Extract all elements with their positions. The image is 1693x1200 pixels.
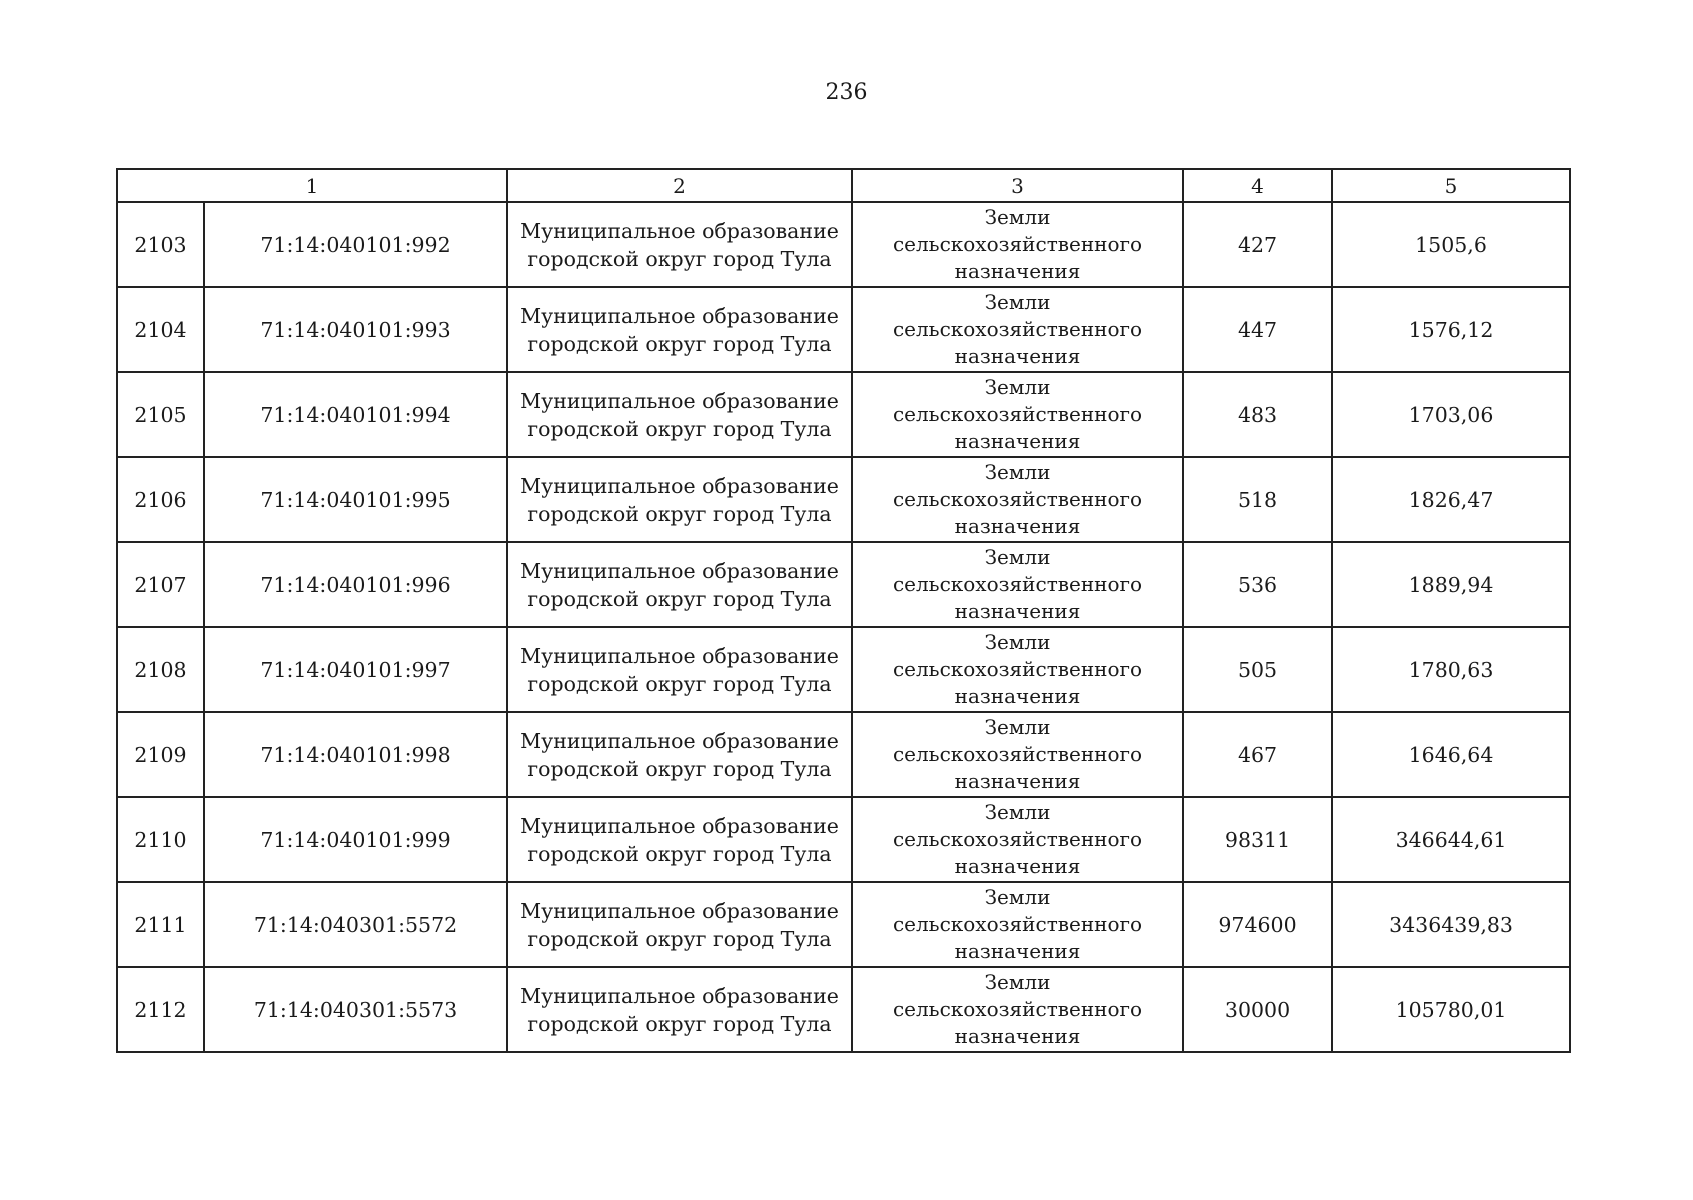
table-row [117, 372, 1570, 457]
area-value: 483 [1183, 372, 1332, 457]
land-category-cell [852, 287, 1183, 372]
owner-line-2: городской округ город Тула [527, 331, 832, 356]
land-plots-table [116, 168, 1571, 1053]
owner-line-1: Муниципальное образование [520, 813, 839, 838]
category-line-2: сельскохозяйственного [892, 572, 1143, 596]
category-line-1: Земли [984, 375, 1051, 399]
owner-line-2: городской округ город Тула [527, 756, 832, 781]
owner-line-2: городской округ город Тула [527, 841, 832, 866]
row-number: 2103 [117, 202, 204, 287]
area-value: 427 [1183, 202, 1332, 287]
land-category-cell [852, 542, 1183, 627]
category-line-2: сельскохозяйственного [892, 742, 1143, 766]
category-line-1: Земли [984, 885, 1051, 909]
category-line-1: Земли [984, 290, 1051, 314]
owner-cell [507, 627, 852, 712]
page-number: 236 [825, 80, 868, 105]
land-category-cell [852, 372, 1183, 457]
row-number: 2106 [117, 457, 204, 542]
cadastral-number: 71:14:040101:995 [204, 457, 507, 542]
column-header-3: 3 [852, 169, 1183, 202]
category-line-2: сельскохозяйственного [892, 997, 1143, 1021]
row-number: 2112 [117, 967, 204, 1052]
row-number: 2109 [117, 712, 204, 797]
category-line-2: сельскохозяйственного [892, 827, 1143, 851]
cadastral-number: 71:14:040101:994 [204, 372, 507, 457]
land-category-cell [852, 202, 1183, 287]
owner-line-2: городской округ город Тула [527, 501, 832, 526]
category-line-3: назначения [954, 769, 1081, 793]
category-line-1: Земли [984, 715, 1051, 739]
area-value: 974600 [1183, 882, 1332, 967]
owner-cell [507, 542, 852, 627]
category-line-3: назначения [954, 599, 1081, 623]
row-number: 2111 [117, 882, 204, 967]
area-value: 30000 [1183, 967, 1332, 1052]
category-line-1: Земли [984, 970, 1051, 994]
land-category-cell [852, 712, 1183, 797]
owner-line-1: Муниципальное образование [520, 473, 839, 498]
land-category-cell [852, 967, 1183, 1052]
category-line-3: назначения [954, 259, 1081, 283]
cadastral-value: 1703,06 [1332, 372, 1570, 457]
cadastral-value: 1576,12 [1332, 287, 1570, 372]
category-line-3: назначения [954, 1024, 1081, 1048]
row-number: 2105 [117, 372, 204, 457]
category-line-3: назначения [954, 344, 1081, 368]
category-line-1: Земли [984, 545, 1051, 569]
area-value: 98311 [1183, 797, 1332, 882]
table-row [117, 882, 1570, 967]
area-value: 536 [1183, 542, 1332, 627]
land-category-cell [852, 457, 1183, 542]
cadastral-number: 71:14:040101:999 [204, 797, 507, 882]
category-line-2: сельскохозяйственного [892, 232, 1143, 256]
land-category-cell [852, 627, 1183, 712]
category-line-3: назначения [954, 854, 1081, 878]
cadastral-value: 1780,63 [1332, 627, 1570, 712]
owner-line-2: городской округ город Тула [527, 416, 832, 441]
cadastral-value: 1646,64 [1332, 712, 1570, 797]
owner-line-2: городской округ город Тула [527, 246, 832, 271]
cadastral-number: 71:14:040101:996 [204, 542, 507, 627]
owner-line-1: Муниципальное образование [520, 218, 839, 243]
owner-line-1: Муниципальное образование [520, 728, 839, 753]
owner-cell [507, 967, 852, 1052]
row-number: 2110 [117, 797, 204, 882]
owner-line-2: городской округ город Тула [527, 586, 832, 611]
cadastral-value: 1889,94 [1332, 542, 1570, 627]
table-row [117, 712, 1570, 797]
cadastral-number: 71:14:040101:998 [204, 712, 507, 797]
cadastral-value: 3436439,83 [1332, 882, 1570, 967]
owner-cell [507, 882, 852, 967]
owner-line-2: городской округ город Тула [527, 671, 832, 696]
cadastral-value: 1505,6 [1332, 202, 1570, 287]
category-line-1: Земли [984, 800, 1051, 824]
area-value: 518 [1183, 457, 1332, 542]
owner-cell [507, 287, 852, 372]
category-line-3: назначения [954, 429, 1081, 453]
owner-cell [507, 797, 852, 882]
column-header-2: 2 [507, 169, 852, 202]
table-row [117, 967, 1570, 1052]
category-line-3: назначения [954, 514, 1081, 538]
owner-cell [507, 457, 852, 542]
cadastral-number: 71:14:040301:5573 [204, 967, 507, 1052]
header-row [117, 169, 1570, 202]
row-number: 2104 [117, 287, 204, 372]
owner-cell [507, 372, 852, 457]
table-row [117, 202, 1570, 287]
cadastral-value: 105780,01 [1332, 967, 1570, 1052]
row-number: 2107 [117, 542, 204, 627]
owner-cell [507, 202, 852, 287]
land-category-cell [852, 882, 1183, 967]
owner-cell [507, 712, 852, 797]
category-line-1: Земли [984, 460, 1051, 484]
category-line-2: сельскохозяйственного [892, 487, 1143, 511]
table-row [117, 287, 1570, 372]
owner-line-2: городской округ город Тула [527, 1011, 832, 1036]
category-line-2: сельскохозяйственного [892, 402, 1143, 426]
table-body [117, 202, 1570, 1052]
category-line-1: Земли [984, 630, 1051, 654]
owner-line-2: городской округ город Тула [527, 926, 832, 951]
area-value: 447 [1183, 287, 1332, 372]
column-header-5: 5 [1332, 169, 1570, 202]
category-line-1: Земли [984, 205, 1051, 229]
cadastral-value: 346644,61 [1332, 797, 1570, 882]
cadastral-number: 71:14:040301:5572 [204, 882, 507, 967]
owner-line-1: Муниципальное образование [520, 388, 839, 413]
cadastral-number: 71:14:040101:993 [204, 287, 507, 372]
cadastral-value: 1826,47 [1332, 457, 1570, 542]
owner-line-1: Муниципальное образование [520, 303, 839, 328]
row-number: 2108 [117, 627, 204, 712]
owner-line-1: Муниципальное образование [520, 643, 839, 668]
area-value: 467 [1183, 712, 1332, 797]
category-line-2: сельскохозяйственного [892, 912, 1143, 936]
owner-line-1: Муниципальное образование [520, 558, 839, 583]
column-header-1: 1 [117, 169, 507, 202]
category-line-2: сельскохозяйственного [892, 657, 1143, 681]
owner-line-1: Муниципальное образование [520, 983, 839, 1008]
column-header-4: 4 [1183, 169, 1332, 202]
cadastral-number: 71:14:040101:997 [204, 627, 507, 712]
area-value: 505 [1183, 627, 1332, 712]
category-line-2: сельскохозяйственного [892, 317, 1143, 341]
category-line-3: назначения [954, 939, 1081, 963]
owner-line-1: Муниципальное образование [520, 898, 839, 923]
land-category-cell [852, 797, 1183, 882]
cadastral-number: 71:14:040101:992 [204, 202, 507, 287]
table-row [117, 457, 1570, 542]
table-row [117, 542, 1570, 627]
table-row [117, 797, 1570, 882]
category-line-3: назначения [954, 684, 1081, 708]
table-row [117, 627, 1570, 712]
